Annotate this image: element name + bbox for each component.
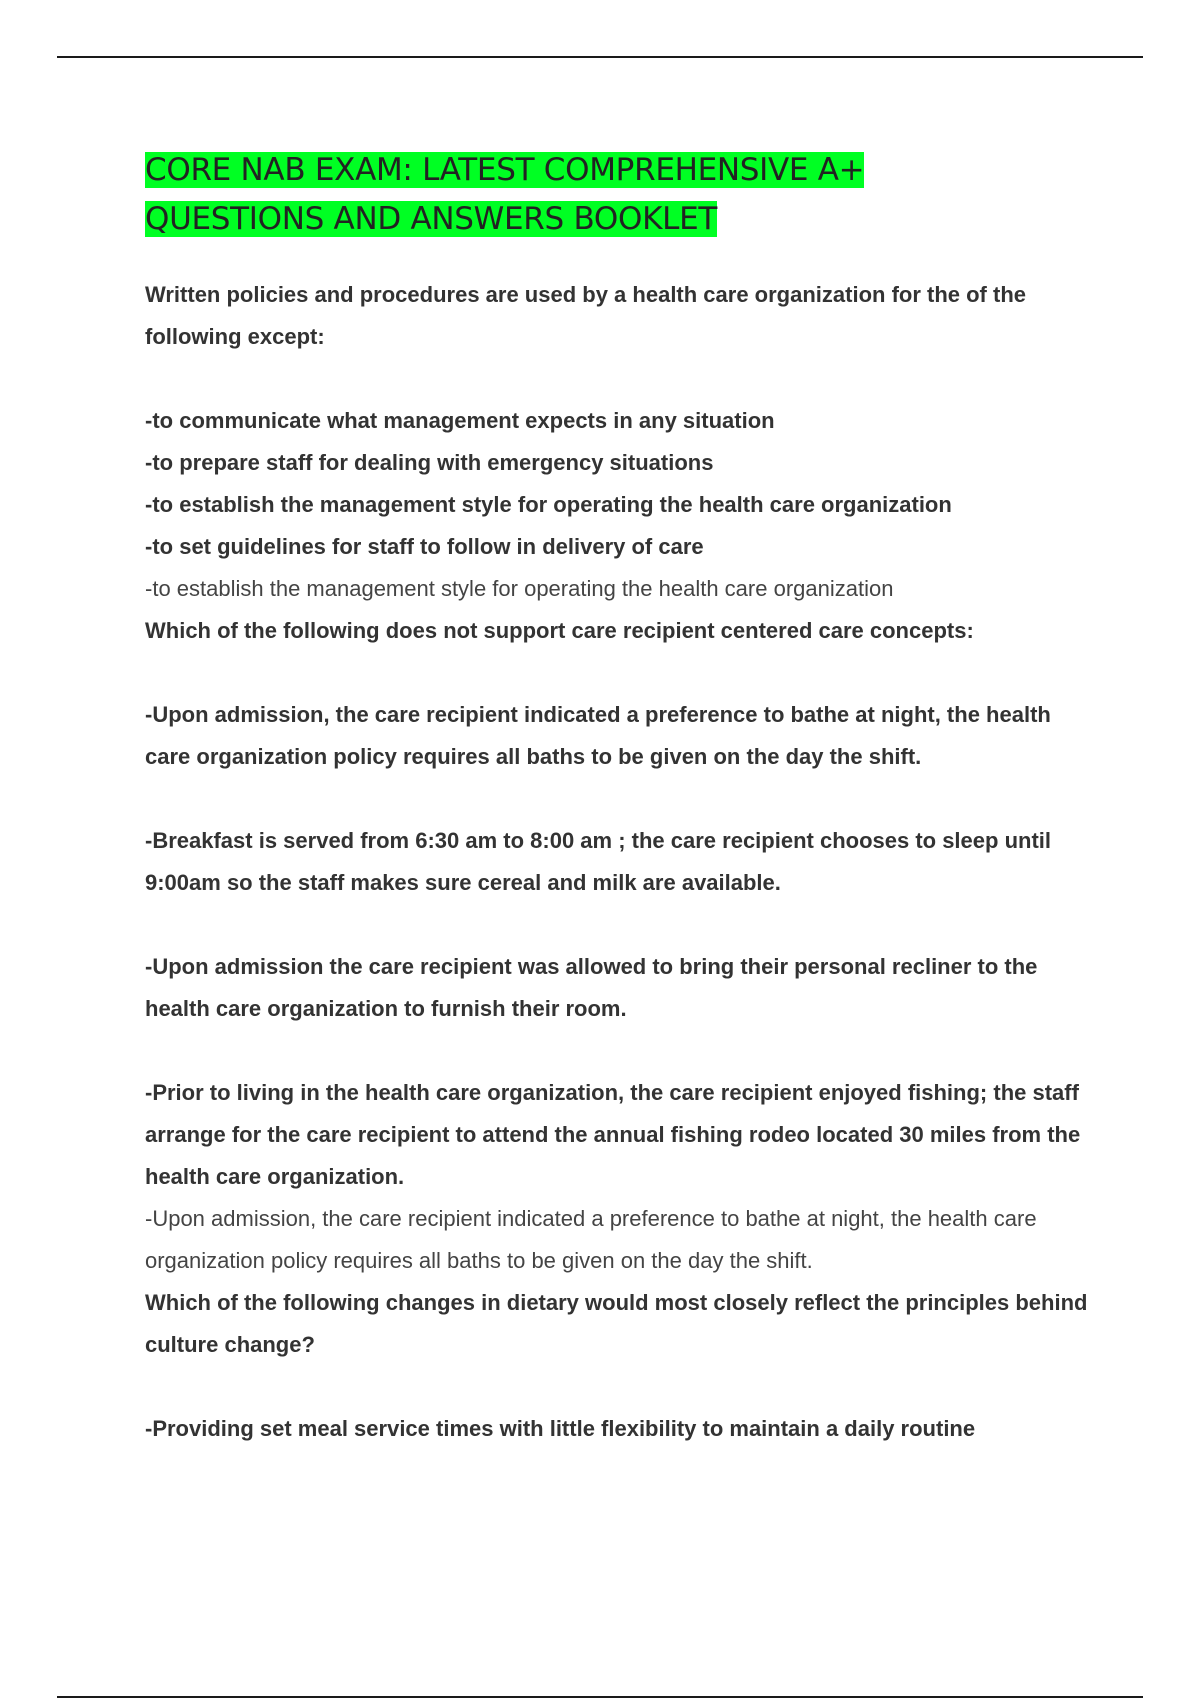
question-2-text: Which of the following does not support care recipient centered care concepts: [145,618,974,643]
question-3-text: Which of the following changes in dietary would most closely reflect the principles behind culture change? [145,1290,1088,1357]
question-1-text: Written policies and procedures are used by a health care organization for the of the following except: [145,282,1026,349]
question-2-option-2: -Breakfast is served from 6:30 am to 8:00 am ; the care recipient chooses to sleep until 9:00am so the staff makes sure cereal and milk are available. [145,828,1051,895]
question-3-option-1: -Providing set meal service times with little flexibility to maintain a daily routine [145,1416,976,1441]
question-2-answer: -Upon admission, the care recipient indicated a preference to bathe at night, the health care organization policy requires all baths to be given on the day the shift. [145,1206,1037,1273]
question-1-option-4: -to set guidelines for staff to follow in delivery of care [145,534,704,559]
question-1-option-1: -to communicate what management expects in any situation [145,408,775,433]
question-2-option-1: -Upon admission, the care recipient indicated a preference to bathe at night, the health care organization policy requires all baths to be given on the day the shift. [145,702,1051,769]
question-1-option-3: -to establish the management style for operating the health care organization [145,492,952,517]
document-title [145,146,1095,244]
question-1-answer: -to establish the management style for operating the health care organization [145,576,894,601]
question-1-option-2: -to prepare staff for dealing with emergency situations [145,450,714,475]
title-line-1: CORE NAB EXAM: LATEST COMPREHENSIVE A+ [145,152,865,188]
footer-rule [57,1696,1143,1698]
question-2-option-3: -Upon admission the care recipient was allowed to bring their personal recliner to the health care organization to furnish their room. [145,954,1038,1021]
document-body [145,146,1095,1450]
title-line-2: QUESTIONS AND ANSWERS BOOKLET [145,201,718,237]
question-2-option-4: -Prior to living in the health care organization, the care recipient enjoyed fishing; the staff arrange for the care recipient to attend the annual fishing rodeo located 30 miles from the health care organization. [145,1080,1081,1189]
header-rule [57,56,1143,58]
